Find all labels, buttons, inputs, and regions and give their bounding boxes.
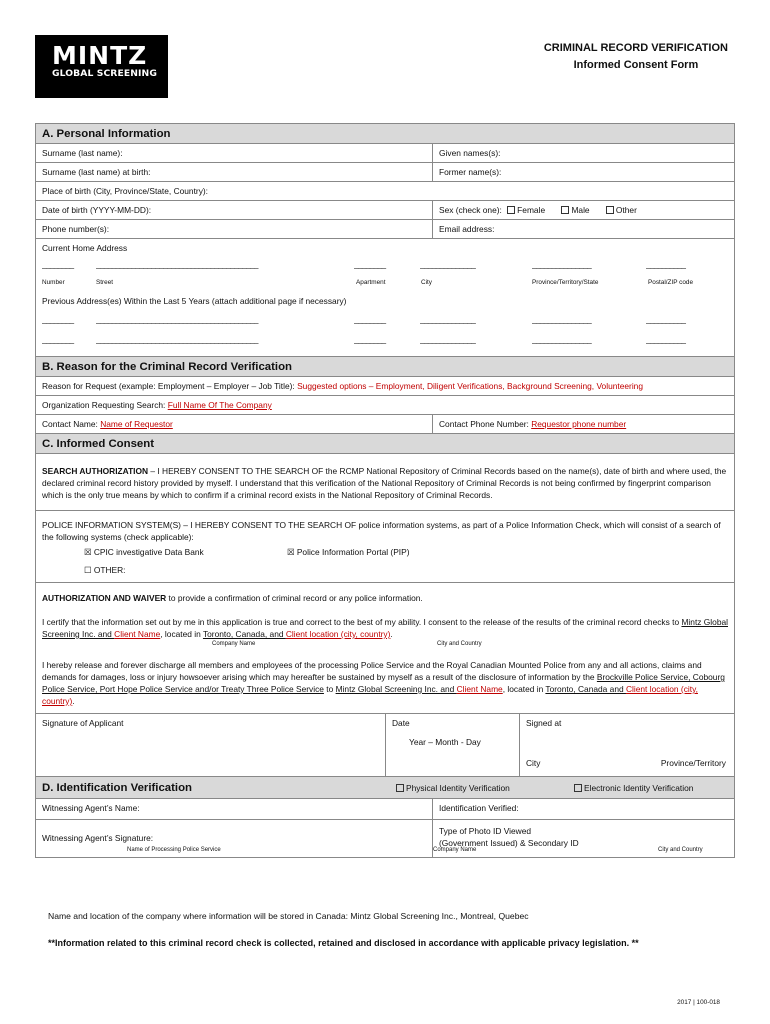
reason-field[interactable] [36, 377, 734, 395]
physical-verification-label: Physical Identity Verification [406, 783, 510, 793]
current-address-line[interactable] [36, 257, 734, 277]
row-surname [36, 144, 734, 163]
signed-at-city: City [526, 758, 541, 768]
waiver-title: AUTHORIZATION AND WAIVER [42, 593, 167, 603]
release-text-3: , located in [502, 684, 546, 694]
release-client-location: Client location (city, country) [42, 684, 698, 706]
photo-id-line-1: Type of Photo ID Viewed [439, 826, 532, 836]
sex-label: Sex (check one): [439, 205, 502, 215]
label-province: Province/Territory/State [532, 279, 599, 286]
certify-text-2: , located in [160, 629, 203, 639]
release-paragraph: I hereby release and forever discharge all members and employees of the processing Police Service and the Royal Canadian Mounted Police from any and all actions, claims and demands for damages, loss or injury howsoever arising which may hereafter be sustained by myself as a result of the disclosure of information by the Brockville Police Service, Cobourg Police Service, Port Hope Police Service and/or Treaty Three Police Service to Mintz Global Screening Inc. and Client Name, located in Toronto, Canada and Client location (city, country). [42, 660, 725, 706]
blank-province[interactable]: _______________ [532, 260, 592, 269]
former-names-field[interactable]: Former name(s): [439, 167, 502, 177]
address-labels [36, 277, 734, 291]
row-surname-birth [36, 163, 734, 182]
contact-phone-field[interactable] [433, 415, 734, 433]
release-text-2: to [323, 684, 336, 694]
cpic-checkbox[interactable]: ☒ [84, 547, 92, 557]
blank-apartment[interactable]: ________ [354, 315, 386, 324]
signed-at-field[interactable] [520, 714, 734, 776]
electronic-verification-option [574, 777, 734, 798]
company-logo [35, 35, 168, 98]
pip-checkbox[interactable]: ☒ [287, 547, 295, 557]
date-label: Date [392, 718, 410, 728]
agent-name-field[interactable]: Witnessing Agent’s Name: [36, 799, 433, 819]
contact-name-value: Name of Requestor [100, 419, 173, 429]
section-c-heading: C. Informed Consent [36, 434, 734, 454]
row-dob [36, 201, 734, 220]
current-address-label: Current Home Address [42, 243, 128, 253]
electronic-verification-label: Electronic Identity Verification [584, 783, 694, 793]
place-of-birth-field[interactable]: Place of birth (City, Province/State, Country): [42, 186, 209, 196]
logo-wordmark: MINTZ [52, 41, 148, 70]
pip-option [287, 546, 410, 558]
release-location: Toronto, Canada and [545, 684, 626, 694]
blank-street[interactable]: _________________________________________ [96, 315, 258, 324]
previous-address-line-2[interactable] [36, 332, 734, 352]
signature-block [36, 714, 734, 777]
row-place-of-birth [36, 182, 734, 201]
female-label: Female [517, 205, 546, 215]
reason-value: Suggested options – Employment, Diligent Verifications, Background Screening, Volunteering [297, 381, 644, 391]
blank-city[interactable]: ______________ [420, 260, 476, 269]
address-block [36, 239, 734, 357]
consent-form [35, 123, 735, 858]
previous-address-label: Previous Address(es) Within the Last 5 Years (attach additional page if necessary) [42, 296, 347, 306]
waiver-heading [42, 592, 728, 604]
row-phone [36, 220, 734, 239]
previous-address-line-1[interactable] [36, 312, 734, 332]
search-authorization [36, 454, 734, 511]
label-city: City [421, 279, 433, 286]
title-line-2: Informed Consent Form [573, 59, 699, 71]
contact-name-label: Contact Name: [42, 419, 98, 429]
certify-company: Mintz Global Screening Inc. and [42, 617, 728, 639]
systems-checklist [42, 546, 728, 560]
release-text-1: I hereby release and forever discharge all members and employees of the processing Police Service and the Royal Canadian Mounted Police from any and all actions, claims and demands for damages, loss or injury howsoever arising which may hereafter be sustained by myself as a result of the disclosure of information by the [42, 660, 702, 682]
signed-at-label: Signed at [526, 718, 562, 728]
row-contact [36, 415, 734, 434]
section-d-header-row [36, 777, 734, 799]
date-of-birth-field[interactable]: Date of birth (YYYY-MM-DD): [36, 201, 433, 219]
other-system-label: OTHER: [93, 565, 126, 575]
search-authorization-text: – I HEREBY CONSENT TO THE SEARCH OF the RCMP National Repository of Criminal Records based on the name(s), date of birth and where used, the declared criminal record history provided by myself. I understand that this verification of the National Repository of Criminal Records is not being confirmed by fingerprint comparison which is the only true means by which to confirm if a criminal record exists in the National Repository of Criminal Records. [42, 466, 727, 500]
physical-verification-checkbox[interactable] [396, 784, 404, 792]
electronic-verification-checkbox[interactable] [574, 784, 582, 792]
blank-postal[interactable]: __________ [646, 315, 686, 324]
contact-phone-label: Contact Phone Number: [439, 419, 529, 429]
date-field[interactable] [386, 714, 520, 776]
applicant-signature-field[interactable]: Signature of Applicant [36, 714, 386, 776]
storage-note: Name and location of the company where information will be stored in Canada: Mintz Global Screening Inc., Montreal, Quebec [48, 911, 529, 921]
blank-city[interactable]: ______________ [420, 315, 476, 324]
blank-apartment[interactable]: ________ [354, 260, 386, 269]
document-title [544, 40, 728, 74]
physical-verification-option [386, 777, 574, 798]
label-number: Number [42, 279, 65, 286]
sex-field [433, 201, 734, 219]
release-police-services: Brockville Police Service, Cobourg Police Service, Port Hope Police Service and/or Treaty Three Police Service [42, 672, 725, 694]
blank-city[interactable]: ______________ [420, 335, 476, 344]
contact-phone-value: Requestor phone number [531, 419, 627, 429]
male-checkbox[interactable] [561, 206, 569, 214]
blank-province[interactable]: _______________ [532, 315, 592, 324]
search-authorization-title: SEARCH AUTHORIZATION [42, 466, 149, 476]
blank-number[interactable]: ________ [42, 260, 74, 269]
page-number: 2017 | 100-018 [677, 999, 720, 1006]
section-a-heading: A. Personal Information [36, 124, 734, 144]
logo-subtitle: GLOBAL SCREENING [52, 68, 157, 79]
signed-at-province: Province/Territory [660, 758, 726, 768]
id-verified-field[interactable]: Identification Verified: [439, 803, 519, 813]
reason-label: Reason for Request (example: Employment – Employer – Job Title): [42, 381, 295, 391]
given-names-field[interactable]: Given names(s): [439, 148, 501, 158]
female-checkbox[interactable] [507, 206, 515, 214]
release-client-name: Client Name [456, 684, 503, 694]
blank-province[interactable]: _______________ [532, 335, 592, 344]
caption-company-name: Company Name [212, 641, 256, 647]
blank-apartment[interactable]: ________ [354, 335, 386, 344]
label-apartment: Apartment [356, 279, 386, 286]
blank-number[interactable]: ________ [42, 335, 74, 344]
blank-postal[interactable]: __________ [646, 335, 686, 344]
cpic-label: CPIC investigative Data Bank [93, 547, 204, 557]
label-postal: Postal/ZIP code [648, 279, 693, 286]
organization-label: Organization Requesting Search: [42, 400, 166, 410]
caption-city-country: City and Country [437, 641, 482, 647]
certify-paragraph: I certify that the information set out by me in this application is true and correct to the best of my ability. I consent to the release of the results of the criminal record checks to Mintz Global Screening Inc. and Client Name, located in Toronto, Canada, and Client location (city, country). [42, 617, 728, 639]
police-systems-text: POLICE INFORMATION SYSTEM(S) – I HEREBY CONSENT TO THE SEARCH OF police information systems, as part of a Police Information Check, which will consist of a search of the following systems (check applicable): [42, 520, 721, 542]
other-sex-checkbox[interactable] [606, 206, 614, 214]
other-sex-label: Other [615, 205, 637, 215]
certify-text-1: I certify that the information set out by me in this application is true and correct to the best of my ability. I consent to the release of the results of the criminal record checks to [42, 617, 682, 627]
email-field[interactable]: Email address: [439, 224, 495, 234]
blank-street[interactable]: _________________________________________ [96, 335, 258, 344]
certify-client-location: Client location (city, country) [285, 629, 391, 639]
date-format: Year – Month - Day [409, 737, 481, 747]
certify-client-name: Client Name [114, 629, 161, 639]
privacy-note: **Information related to this criminal record check is collected, retained and disclosed in accordance with applicable privacy legislation. ** [48, 938, 639, 948]
organization-field[interactable] [36, 396, 734, 414]
caption-company-name-2: Company Name [433, 847, 477, 853]
certify-location: Toronto, Canada, and [202, 629, 286, 639]
surname-at-birth-field[interactable]: Surname (last name) at birth: [36, 163, 433, 181]
title-line-1: CRIMINAL RECORD VERIFICATION [543, 42, 728, 54]
label-street: Street [96, 279, 114, 286]
certify-captions [42, 640, 728, 649]
blank-postal[interactable]: __________ [646, 260, 686, 269]
blank-number[interactable]: ________ [42, 315, 74, 324]
release-company: Mintz Global Screening Inc. and [335, 684, 457, 694]
photo-id-line-2: (Government Issued) & Secondary ID [439, 838, 579, 848]
blank-street[interactable]: _________________________________________ [96, 260, 258, 269]
surname-field[interactable]: Surname (last name): [36, 144, 433, 162]
row-organization [36, 396, 734, 415]
other-system-checkbox[interactable]: ☐ [84, 565, 92, 575]
caption-police-service: Name of Processing Police Service [127, 847, 221, 853]
organization-value: Full Name Of The Company [167, 400, 272, 410]
row-reason [36, 377, 734, 396]
other-system-option [42, 564, 728, 576]
male-label: Male [571, 205, 590, 215]
phone-field[interactable]: Phone number(s): [36, 220, 433, 238]
row-agent-name [36, 799, 734, 820]
caption-city-country-2: City and Country [658, 847, 703, 853]
police-systems [36, 511, 734, 583]
agent-signature-field[interactable]: Witnessing Agent’s Signature: [36, 820, 433, 857]
contact-name-field[interactable] [36, 415, 433, 433]
pip-label: Police Information Portal (PIP) [296, 547, 410, 557]
section-b-heading: B. Reason for the Criminal Record Verification [36, 357, 734, 377]
section-d-heading: D. Identification Verification [42, 782, 192, 794]
waiver-text: to provide a confirmation of criminal record or any police information. [166, 593, 423, 603]
